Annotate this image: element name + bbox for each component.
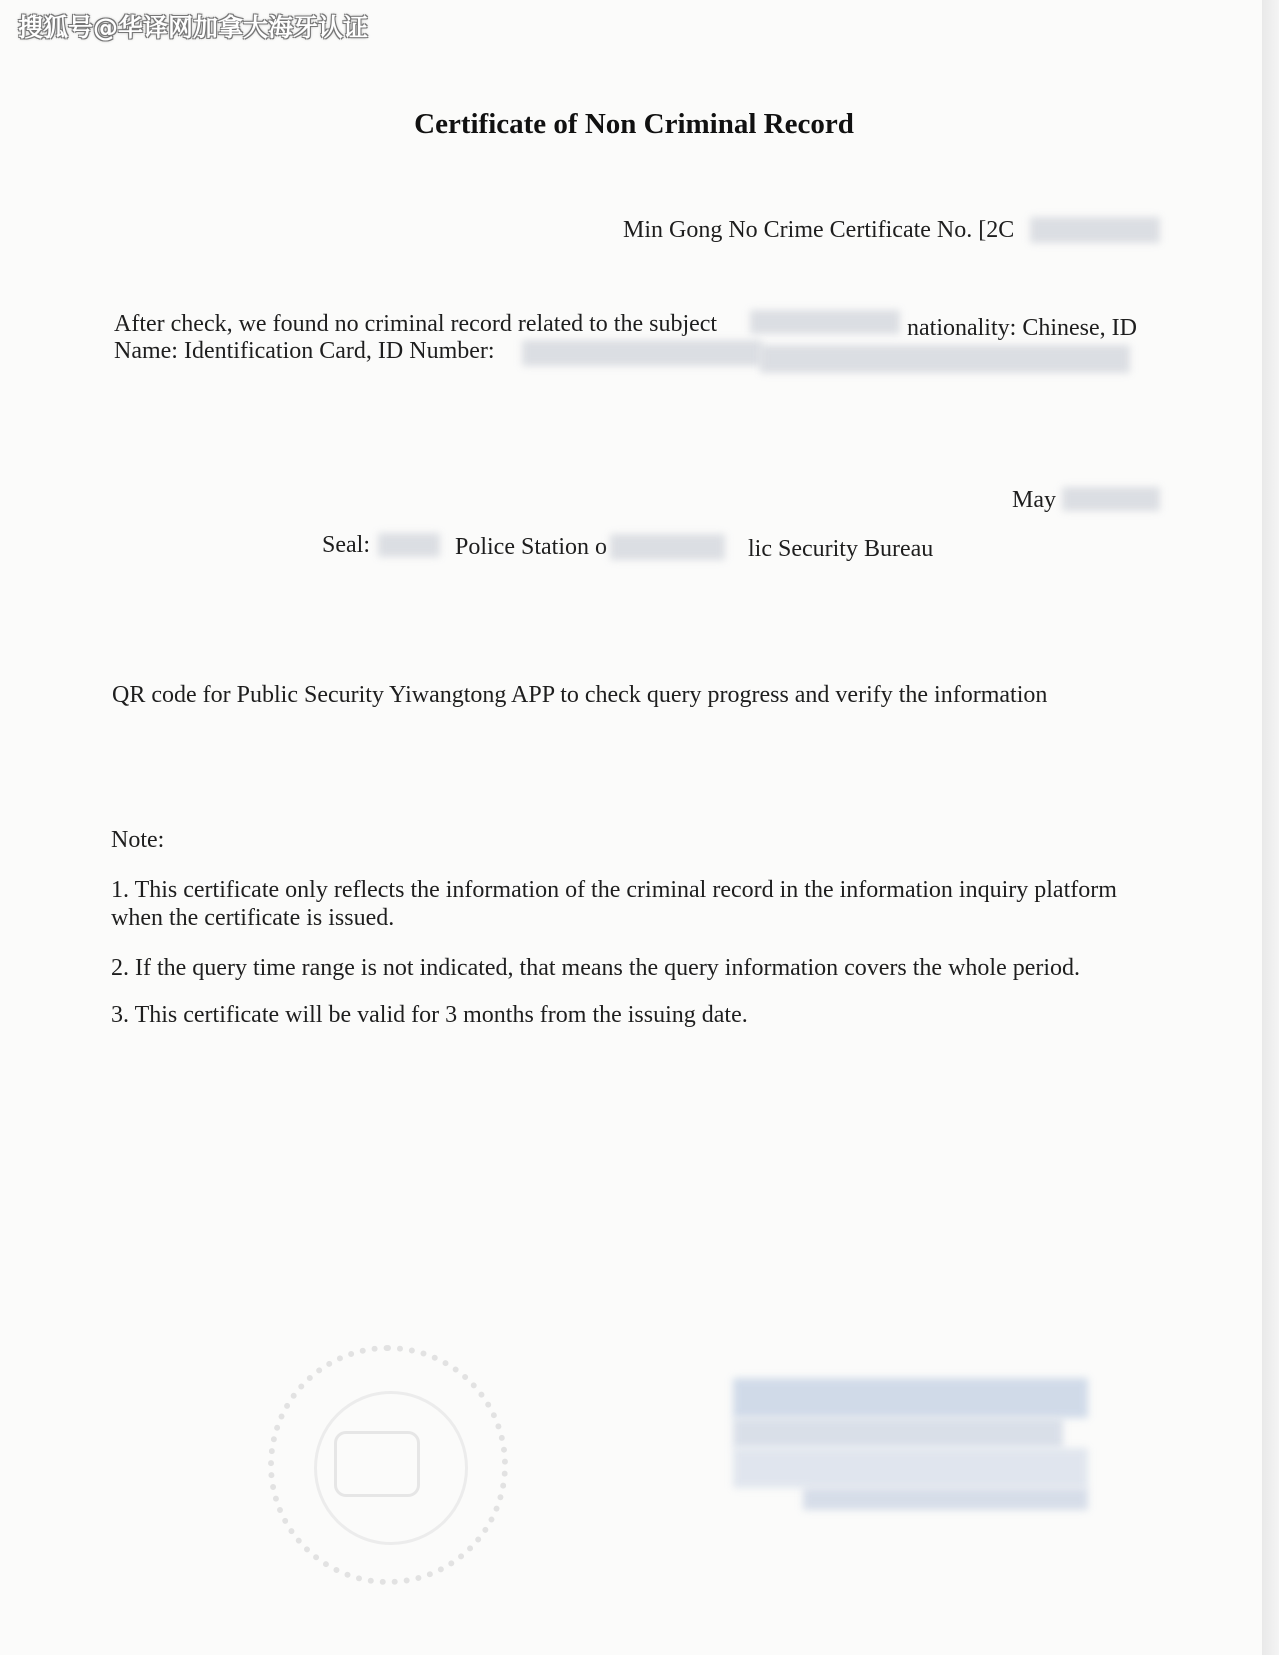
qr-code-instruction: QR code for Public Security Yiwangtong APP to check query progress and verify the information	[112, 682, 1048, 708]
note-item-1: 1. This certificate only reflects the information of the criminal record in the information inquiry platform when the certificate is issued.	[111, 877, 1117, 931]
body-line-2-start: Name: Identification Card, ID Number:	[114, 338, 495, 364]
redacted-certificate-number	[1030, 217, 1160, 243]
embossed-seal-icon	[268, 1345, 508, 1585]
redacted-id-number	[522, 340, 762, 366]
redacted-validity-period	[760, 345, 1130, 373]
redacted-bureau-name	[610, 534, 725, 560]
redacted-station-name	[378, 533, 440, 557]
redacted-signature-block	[733, 1378, 1088, 1510]
body-line-1-start: After check, we found no criminal record related to the subject	[114, 311, 718, 337]
seal-label: Seal:	[322, 532, 370, 558]
redacted-signature-row-3	[733, 1448, 1088, 1488]
redacted-signature-row-1	[733, 1378, 1088, 1418]
seal-police-station: Police Station o	[455, 534, 607, 560]
seal-security-bureau: lic Security Bureau	[748, 536, 934, 562]
certificate-number: Min Gong No Crime Certificate No. [2C	[623, 217, 1015, 243]
redacted-signature-row-4	[803, 1488, 1088, 1510]
seal-emblem	[334, 1431, 420, 1497]
issue-date: May	[1012, 487, 1056, 513]
redacted-issue-date	[1062, 487, 1160, 511]
scan-edge	[1262, 0, 1279, 1655]
note-item-3: 3. This certificate will be valid for 3 months from the issuing date.	[111, 1002, 748, 1028]
note-item-2: 2. If the query time range is not indicated, that means the query information covers the whole period.	[111, 955, 1081, 981]
body-line-1-end: nationality: Chinese, ID	[907, 315, 1137, 341]
document-title: Certificate of Non Criminal Record	[414, 108, 854, 140]
watermark-text: 搜狐号@华译网加拿大海牙认证	[18, 13, 369, 42]
redacted-signature-row-2	[733, 1418, 1063, 1448]
redacted-subject-name	[750, 310, 900, 334]
note-heading: Note:	[111, 827, 165, 853]
